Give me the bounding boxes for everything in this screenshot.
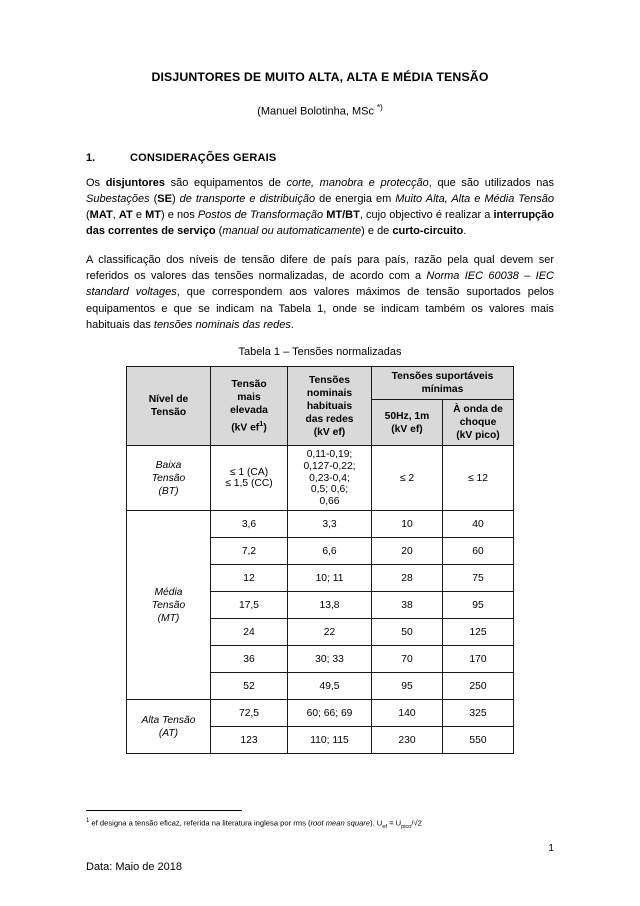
- text-run: .: [463, 225, 467, 238]
- cell-highest-voltage: 7,2: [211, 538, 288, 565]
- text-run: (: [149, 192, 158, 205]
- author-footnote-marker: *): [377, 102, 383, 112]
- cell-nominal-voltages: 0,11-0,19; 0,127-0,22; 0,23-0,4; 0,5; 0,6; 0,66: [288, 446, 372, 511]
- cell-power-frequency: 140: [372, 700, 443, 727]
- text-run: (: [215, 225, 223, 238]
- table-header-row-1: [127, 367, 514, 400]
- text-run: , cujo objectivo é realizar a: [359, 209, 494, 222]
- cell-impulse: 170: [443, 646, 514, 673]
- table-container: [86, 359, 554, 754]
- text-run: de energia em: [315, 192, 396, 205]
- cell-nominal-voltages: 3,3: [288, 511, 372, 538]
- header-power-frequency: 50Hz, 1m (kV ef): [372, 400, 443, 446]
- text-run-bold: MT: [145, 209, 161, 222]
- header-highest-voltage: Tensão mais elevada (kV ef$^1$): [211, 367, 288, 446]
- text-run: ) e de: [361, 225, 393, 238]
- cell-power-frequency: ≤ 2: [372, 446, 443, 511]
- text-run: e: [132, 209, 146, 222]
- text-run: .: [290, 318, 294, 331]
- cell-power-frequency: 95: [372, 673, 443, 700]
- text-run-subscript: ef: [382, 824, 387, 831]
- cell-impulse: 95: [443, 592, 514, 619]
- text-run: ): [171, 192, 180, 205]
- cell-nominal-voltages: 49,5: [288, 673, 372, 700]
- cell-power-frequency: 230: [372, 727, 443, 754]
- cell-highest-voltage: ≤ 1 (CA) ≤ 1,5 (CC): [211, 446, 288, 511]
- cell-impulse: ≤ 12: [443, 446, 514, 511]
- text-run: ). U: [370, 818, 383, 828]
- text-run-italic: Postos de Transformação: [197, 209, 324, 222]
- table-row: [127, 700, 514, 727]
- group-label-at: Alta Tensão (AT): [127, 700, 211, 754]
- text-run-italic: corte, manobra e protecção: [286, 176, 429, 189]
- page-content: [86, 0, 554, 754]
- text-run-italic: tensões nominais das redes: [153, 318, 291, 331]
- text-run: (: [86, 209, 90, 222]
- text-run: , que correspondem aos valores máximos de tensão suportados pelos equipamentos e que se indicam na Tabela 1, onde se indicam também os valores mais habituais das: [86, 286, 554, 331]
- paragraph-2: [86, 240, 554, 333]
- cell-impulse: 325: [443, 700, 514, 727]
- cell-highest-voltage: 17,5: [211, 592, 288, 619]
- text-run-italic: manual ou automaticamente: [222, 225, 362, 238]
- document-date: Data: Maio de 2018: [86, 861, 183, 873]
- cell-highest-voltage: 52: [211, 673, 288, 700]
- text-run-bold: curto-circuito: [392, 225, 464, 238]
- cell-impulse: 75: [443, 565, 514, 592]
- document-title: DISJUNTORES DE MUITO ALTA, ALTA E MÉDIA TENSÃO: [151, 70, 489, 84]
- cell-highest-voltage: 24: [211, 619, 288, 646]
- text-run-bold: AT: [118, 209, 133, 222]
- text-run-bold: MT/BT: [326, 209, 360, 222]
- table-row: [127, 511, 514, 538]
- cell-power-frequency: 20: [372, 538, 443, 565]
- text-run: são equipamentos de: [164, 176, 287, 189]
- text-run: = U: [386, 818, 402, 828]
- text-run: /√2: [411, 818, 422, 828]
- cell-impulse: 60: [443, 538, 514, 565]
- table-row: [127, 446, 514, 511]
- document-author: [86, 85, 554, 119]
- cell-impulse: 550: [443, 727, 514, 754]
- header-impulse: À onda de choque (kV pico): [443, 400, 514, 446]
- text-run-subscript: pico: [401, 824, 412, 831]
- cell-nominal-voltages: 10; 11: [288, 565, 372, 592]
- text-run-italic: Muito Alta, Alta e Média Tensão: [395, 192, 554, 205]
- text-run-bold: interrupção das correntes de serviço: [86, 209, 554, 238]
- text-run: A classificação dos níveis de tensão difere de país para país, razão pela qual devem ser referidos os valores das tensões normalizadas, de acordo com a: [86, 253, 554, 283]
- cell-nominal-voltages: 22: [288, 619, 372, 646]
- cell-nominal-voltages: 110; 115: [288, 727, 372, 754]
- cell-impulse: 250: [443, 673, 514, 700]
- text-run-italic: de transporte e distribuição: [179, 192, 316, 205]
- cell-nominal-voltages: 30; 33: [288, 646, 372, 673]
- text-run-bold: disjuntores: [105, 176, 165, 189]
- cell-highest-voltage: 3,6: [211, 511, 288, 538]
- text-run-italic: root mean square: [310, 818, 371, 828]
- section-number: 1.: [86, 151, 96, 164]
- group-label-mt: Média Tensão (MT): [127, 511, 211, 700]
- text-run: ef designa a tensão eficaz, referida na literatura inglesa por rms (: [89, 818, 311, 828]
- footnote-text: [86, 816, 554, 832]
- header-withstand-voltages: Tensões suportáveis mínimas: [372, 367, 514, 400]
- text-run-italic: Subestações: [86, 192, 150, 205]
- cell-highest-voltage: 72,5: [211, 700, 288, 727]
- author-name: (Manuel Bolotinha, MSc: [257, 105, 378, 118]
- cell-nominal-voltages: 6,6: [288, 538, 372, 565]
- table-head: [127, 367, 514, 446]
- text-run: ,: [112, 209, 119, 222]
- table-caption: Tabela 1 – Tensões normalizadas: [238, 346, 402, 359]
- cell-power-frequency: 28: [372, 565, 443, 592]
- cell-highest-voltage: 12: [211, 565, 288, 592]
- footnote-marker: 1: [86, 818, 90, 824]
- cell-impulse: 40: [443, 511, 514, 538]
- cell-highest-voltage: 36: [211, 646, 288, 673]
- cell-impulse: 125: [443, 619, 514, 646]
- footnote-separator: [86, 810, 242, 811]
- normalized-voltages-table: [126, 366, 514, 754]
- cell-power-frequency: 50: [372, 619, 443, 646]
- text-run: ) e nos: [160, 209, 198, 222]
- text-run-bold: SE: [157, 192, 172, 205]
- header-level: Nível de Tensão: [127, 367, 211, 446]
- text-run-italic: Norma IEC 60038 – IEC standard voltages: [86, 270, 554, 299]
- footnote-ref-1: 1: [259, 419, 264, 429]
- cell-highest-voltage: 123: [211, 727, 288, 754]
- cell-nominal-voltages: 13,8: [288, 592, 372, 619]
- header-nominal-voltages: Tensões nominais habituais das redes (kV ef): [288, 367, 372, 446]
- section-heading: [86, 119, 554, 164]
- cell-power-frequency: 38: [372, 592, 443, 619]
- cell-power-frequency: 70: [372, 646, 443, 673]
- section-title: CONSIDERAÇÕES GERAIS: [130, 151, 277, 164]
- text-run-bold: MAT: [89, 209, 113, 222]
- text-run: , que são utilizados nas: [428, 176, 554, 189]
- page-number: 1: [548, 843, 554, 854]
- cell-power-frequency: 10: [372, 511, 443, 538]
- group-label-bt: Baixa Tensão (BT): [127, 446, 211, 511]
- paragraph-1: [86, 164, 554, 240]
- cell-nominal-voltages: 60; 66; 69: [288, 700, 372, 727]
- text-run: Os: [86, 176, 106, 189]
- table-body: [127, 446, 514, 754]
